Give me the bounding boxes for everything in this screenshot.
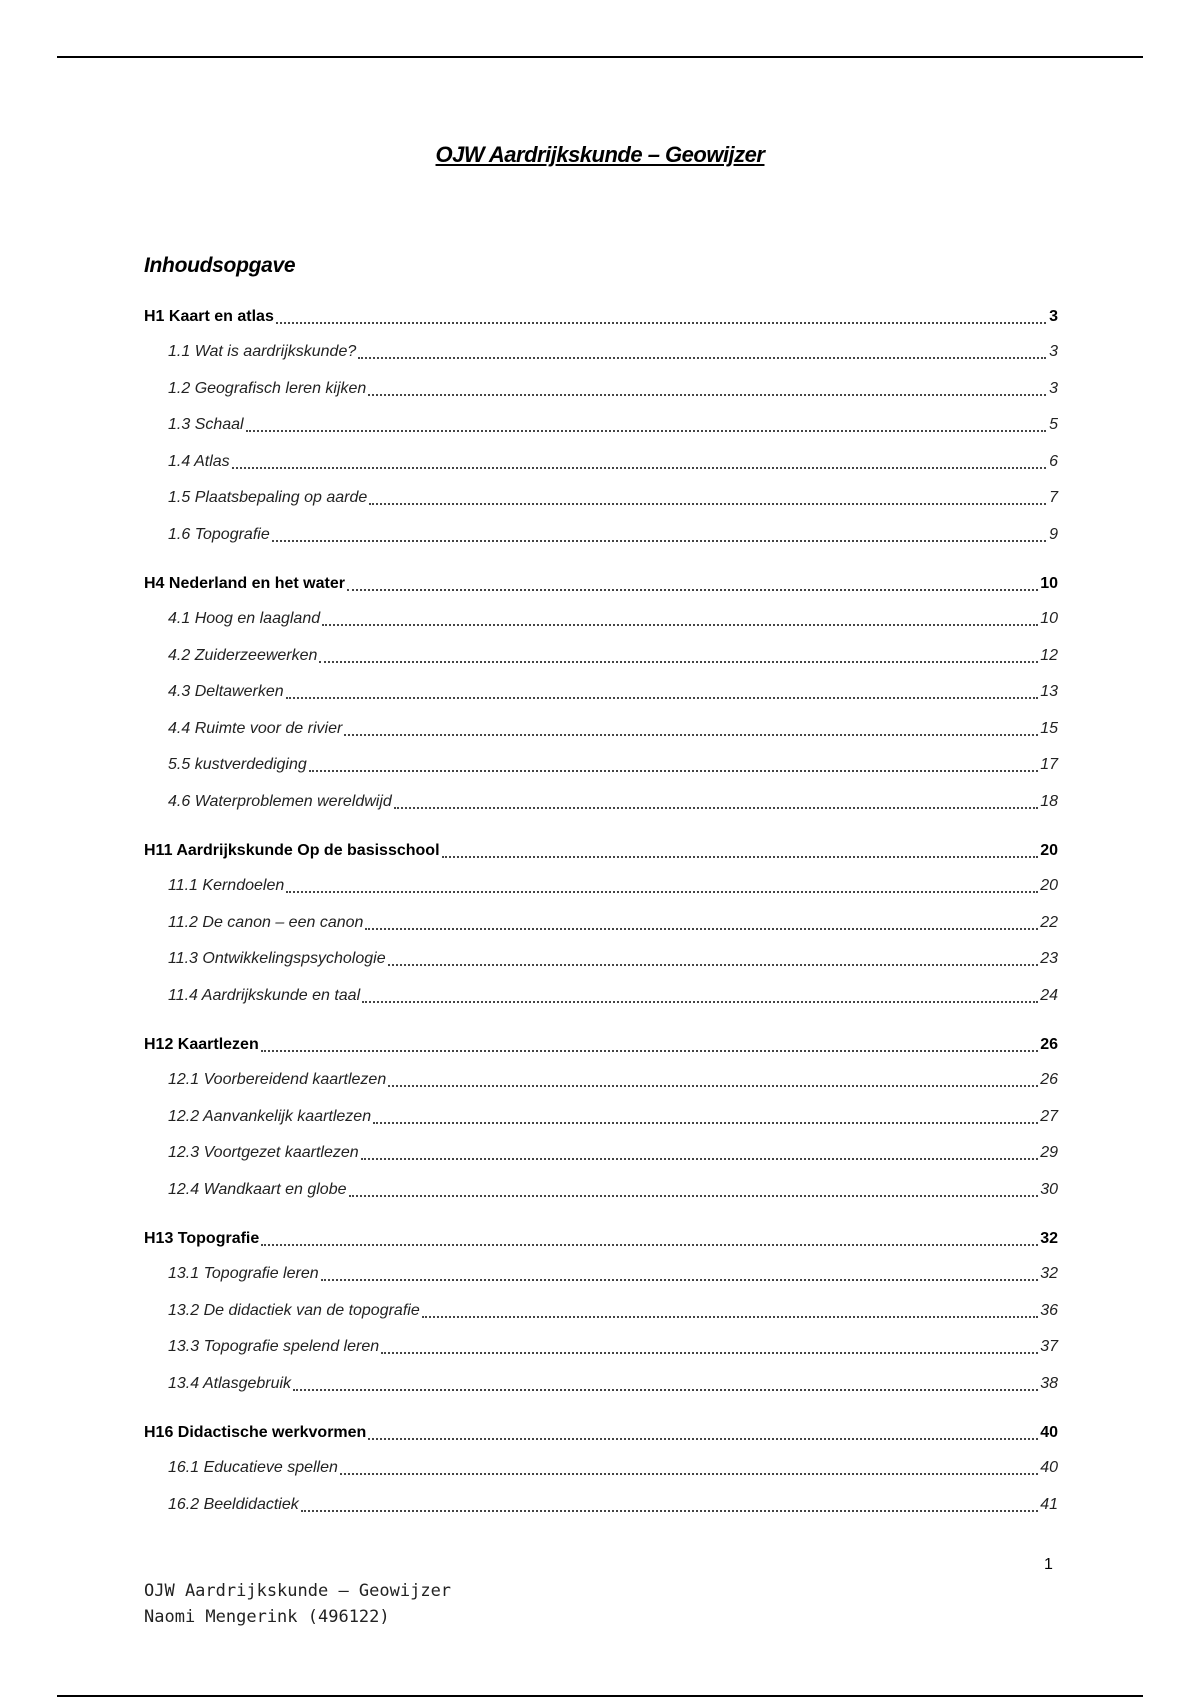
toc-item-label: 11.1 Kerndoelen — [168, 877, 285, 894]
toc-item-label: 1.6 Topografie — [168, 525, 270, 543]
toc-leader — [347, 589, 1038, 591]
toc-item[interactable] — [144, 674, 1058, 711]
toc-leader — [246, 430, 1046, 432]
toc-page-number: 36 — [1040, 1301, 1058, 1319]
toc-page-number: 40 — [1040, 1459, 1058, 1476]
toc-page-number: 3 — [1049, 379, 1058, 397]
toc-item-label: 11.4 Aardrijkskunde en taal — [168, 986, 361, 1004]
toc-leader — [286, 697, 1039, 699]
toc-item-label: 5.5 kustverdediging — [168, 756, 307, 773]
toc-item-label: 11.3 Ontwikkelingspsychologie — [168, 950, 386, 967]
toc-item-label: 11.2 De canon – een canon — [168, 913, 364, 931]
toc-leader — [301, 1510, 1038, 1512]
toc-page-number: 20 — [1040, 877, 1058, 894]
toc-item-label: 1.5 Plaatsbepaling op aarde — [168, 489, 368, 506]
toc-chapter-label: H12 Kaartlezen — [144, 1036, 259, 1053]
toc-item[interactable] — [144, 711, 1058, 748]
toc-item-label: 4.6 Waterproblemen wereldwijd — [168, 792, 392, 810]
toc-item-label: 4.2 Zuiderzeewerken — [168, 646, 318, 664]
toc-leader — [373, 1122, 1038, 1124]
toc-page-number: 3 — [1049, 308, 1058, 325]
toc-page-number: 27 — [1040, 1107, 1058, 1125]
toc-chapter-label: H11 Aardrijkskunde Op de basisschool — [144, 842, 440, 859]
toc-leader — [321, 1279, 1039, 1281]
toc-leader — [276, 322, 1046, 324]
toc-page-number: 32 — [1040, 1265, 1058, 1282]
toc-chapter[interactable] — [144, 567, 1058, 601]
toc-page-number: 40 — [1040, 1424, 1058, 1441]
toc-page-number: 30 — [1040, 1180, 1058, 1198]
toc-item-label: 12.2 Aanvankelijk kaartlezen — [168, 1107, 372, 1125]
toc-leader — [344, 734, 1038, 736]
toc-leader — [362, 1001, 1038, 1003]
footer — [144, 1578, 451, 1630]
toc-item[interactable] — [144, 1366, 1058, 1403]
toc-page-number: 5 — [1049, 416, 1058, 433]
toc-page-number: 24 — [1040, 986, 1058, 1004]
toc-leader — [388, 964, 1039, 966]
toc-chapter[interactable] — [144, 834, 1058, 868]
toc-item[interactable] — [144, 334, 1058, 371]
toc-heading: Inhoudsopgave — [144, 254, 296, 277]
toc-leader — [322, 624, 1038, 626]
bottom-rule — [57, 1695, 1143, 1697]
toc-item[interactable] — [144, 407, 1058, 444]
toc-leader — [309, 770, 1038, 772]
toc-item-label: 16.1 Educatieve spellen — [168, 1459, 338, 1476]
toc-item-label: 16.2 Beeldidactiek — [168, 1495, 299, 1513]
toc-page-number: 22 — [1040, 913, 1058, 931]
toc-item-label: 13.1 Topografie leren — [168, 1265, 319, 1282]
toc-item[interactable] — [144, 517, 1058, 554]
toc-page-number: 9 — [1049, 525, 1058, 543]
footer-line-author: Naomi Mengerink (496122) — [144, 1607, 390, 1627]
toc-page-number: 23 — [1040, 950, 1058, 967]
toc-leader — [293, 1389, 1038, 1391]
toc-item[interactable] — [144, 1062, 1058, 1099]
toc-item[interactable] — [144, 1487, 1058, 1524]
toc-page-number: 37 — [1040, 1338, 1058, 1355]
toc-page-number: 41 — [1040, 1495, 1058, 1513]
footer-line-title: OJW Aardrijkskunde – Geowijzer — [144, 1581, 452, 1601]
toc-section-h12 — [144, 1028, 1058, 1208]
toc-item[interactable] — [144, 480, 1058, 517]
toc-item-label: 12.3 Voortgezet kaartlezen — [168, 1144, 359, 1161]
toc-item-label: 13.3 Topografie spelend leren — [168, 1338, 380, 1355]
toc-leader — [261, 1050, 1038, 1052]
document-title: OJW Aardrijkskunde – Geowijzer — [435, 142, 765, 167]
toc-page-number: 10 — [1040, 610, 1058, 627]
toc-page-number: 32 — [1040, 1230, 1058, 1247]
toc-item[interactable] — [144, 444, 1058, 481]
toc-leader — [340, 1473, 1038, 1475]
toc-page-number: 12 — [1040, 646, 1058, 664]
toc-leader — [358, 357, 1046, 359]
toc-leader — [422, 1316, 1038, 1318]
toc-page-number: 38 — [1040, 1374, 1058, 1392]
toc-item[interactable] — [144, 978, 1058, 1015]
toc-leader — [232, 467, 1046, 469]
toc-item[interactable] — [144, 1135, 1058, 1172]
toc-item[interactable] — [144, 941, 1058, 978]
toc-page-number: 7 — [1049, 489, 1058, 506]
toc-item-label: 12.1 Voorbereidend kaartlezen — [168, 1071, 387, 1088]
toc-chapter[interactable] — [144, 300, 1058, 334]
toc-chapter[interactable] — [144, 1416, 1058, 1450]
toc-leader — [368, 394, 1046, 396]
toc-section-h1 — [144, 300, 1058, 553]
toc-leader — [286, 891, 1038, 893]
toc-chapter-label: H13 Topografie — [144, 1230, 260, 1247]
toc-item[interactable] — [144, 1172, 1058, 1209]
toc-item-label: 12.4 Wandkaart en globe — [168, 1180, 347, 1198]
toc-item-label: 4.4 Ruimte voor de rivier — [168, 719, 343, 737]
toc-page-number: 13 — [1040, 683, 1058, 700]
toc-item[interactable] — [144, 1256, 1058, 1293]
toc-leader — [369, 503, 1046, 505]
toc-item[interactable] — [144, 1450, 1058, 1487]
toc-page-number: 17 — [1040, 756, 1058, 773]
toc-item-label: 13.4 Atlasgebruik — [168, 1374, 292, 1392]
footer-page-number: 1 — [1044, 1556, 1053, 1573]
toc-leader — [261, 1244, 1038, 1246]
toc-leader — [319, 661, 1038, 663]
toc-page-number: 18 — [1040, 792, 1058, 810]
toc-item[interactable] — [144, 601, 1058, 638]
toc-page-number: 26 — [1040, 1036, 1058, 1053]
toc-item-label: 13.2 De didactiek van de topografie — [168, 1301, 420, 1319]
toc-item[interactable] — [144, 905, 1058, 942]
toc-item[interactable] — [144, 868, 1058, 905]
toc-page-number: 10 — [1040, 575, 1058, 592]
toc-page-number: 29 — [1040, 1144, 1058, 1161]
toc-section-h16 — [144, 1416, 1058, 1523]
toc-chapter[interactable] — [144, 1222, 1058, 1256]
toc-item-label: 1.4 Atlas — [168, 452, 230, 470]
toc-page-number: 15 — [1040, 719, 1058, 737]
toc-leader — [272, 540, 1046, 542]
toc-leader — [349, 1195, 1039, 1197]
toc-section-h11 — [144, 834, 1058, 1014]
toc-item[interactable] — [144, 638, 1058, 675]
toc-leader — [368, 1438, 1038, 1440]
toc-item-label: 1.1 Wat is aardrijkskunde? — [168, 343, 357, 360]
toc-page-number: 20 — [1040, 842, 1058, 859]
toc-page-number: 3 — [1049, 343, 1058, 360]
toc-section-h4 — [144, 567, 1058, 820]
toc-item[interactable] — [144, 1293, 1058, 1330]
toc-item[interactable] — [144, 784, 1058, 821]
toc-item[interactable] — [144, 1099, 1058, 1136]
toc-page-number: 6 — [1049, 452, 1058, 470]
toc-section-h13 — [144, 1222, 1058, 1402]
toc-chapter-label: H1 Kaart en atlas — [144, 308, 274, 325]
toc-item-label: 4.3 Deltawerken — [168, 683, 284, 700]
toc-item[interactable] — [144, 1329, 1058, 1366]
toc-item-label: 4.1 Hoog en laagland — [168, 610, 321, 627]
toc-chapter-label: H16 Didactische werkvormen — [144, 1424, 367, 1441]
toc-item-label: 1.3 Schaal — [168, 416, 244, 433]
toc-chapter-label: H4 Nederland en het water — [144, 575, 345, 592]
toc-item-label: 1.2 Geografisch leren kijken — [168, 379, 367, 397]
toc-item[interactable] — [144, 371, 1058, 408]
toc-leader — [388, 1085, 1038, 1087]
toc-leader — [365, 928, 1038, 930]
toc-leader — [394, 807, 1038, 809]
toc-leader — [442, 856, 1039, 858]
toc-page-number: 26 — [1040, 1071, 1058, 1088]
toc-chapter[interactable] — [144, 1028, 1058, 1062]
toc-leader — [381, 1352, 1038, 1354]
toc-item[interactable] — [144, 747, 1058, 784]
top-rule — [57, 56, 1143, 58]
table-of-contents — [144, 300, 1058, 1537]
toc-leader — [361, 1158, 1039, 1160]
